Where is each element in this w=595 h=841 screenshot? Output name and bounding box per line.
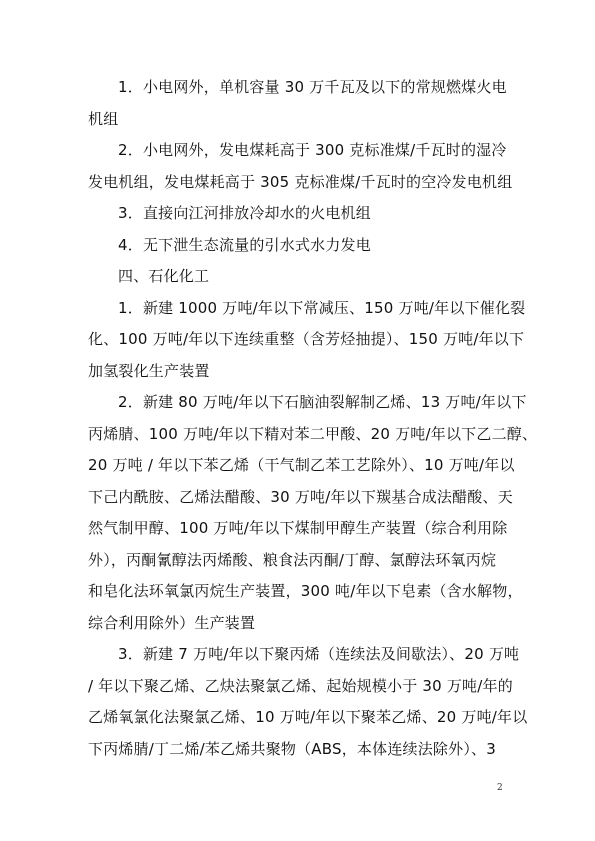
text-line: 1．新建 1000 万吨/年以下常减压、150 万吨/年以下催化裂 (118, 298, 526, 317)
text-line: 1．小电网外，单机容量 30 万千瓦及以下的常规燃煤火电 (118, 78, 507, 96)
text-line: 丙烯腈、100 万吨/年以下精对苯二甲酸、20 万吨/年以下乙二醇、 (88, 424, 538, 443)
text-line: 2．小电网外，发电煤耗高于 300 克标准煤/千瓦时的湿冷 (118, 141, 507, 159)
paragraph (88, 293, 526, 388)
text-line: 2．新建 80 万吨/年以下石脑油裂解制乙烯、13 万吨/年以下 (118, 393, 527, 411)
paragraph (88, 198, 520, 230)
text-line: 20 万吨 / 年以下苯乙烯（干气制乙苯工艺除外）、10 万吨/年以 (88, 456, 515, 474)
text-line: 乙烯氧氯化法聚氯乙烯、10 万吨/年以下聚苯乙烯、20 万吨/年以 (88, 708, 528, 726)
text-line: 加氢裂化生产装置 (88, 361, 210, 380)
paragraph (88, 261, 520, 293)
text-line: 化、100 万吨/年以下连续重整（含芳烃抽提）、150 万吨/年以下 (88, 330, 525, 348)
paragraph (88, 387, 538, 639)
text-line: 机组 (88, 109, 119, 128)
text-line: 下丙烯腈/丁二烯/苯乙烯共聚物（ABS，本体连续法除外）、3 (88, 739, 496, 758)
page-number: 2 (497, 783, 503, 793)
text-line: 和皂化法环氧氯丙烷生产装置，300 吨/年以下皂素（含水解物， (88, 582, 523, 600)
text-line: / 年以下聚乙烯、乙炔法聚氯乙烯、起始规模小于 30 万吨/年的 (88, 676, 513, 695)
text-line: 然气制甲醇、100 万吨/年以下煤制甲醇生产装置（综合利用除 (88, 519, 508, 537)
document-body (88, 72, 538, 765)
text-line: 3．新建 7 万吨/年以下聚丙烯（连续法及间歇法）、20 万吨 (118, 645, 520, 663)
text-line: 发电机组，发电煤耗高于 305 克标准煤/千瓦时的空冷发电机组 (88, 172, 513, 191)
text-line: 3．直接向江河排放冷却水的火电机组 (118, 204, 371, 222)
text-line: 四、石化化工 (118, 267, 210, 285)
paragraph (88, 72, 520, 135)
text-line: 下己内酰胺、乙烯法醋酸、30 万吨/年以下羰基合成法醋酸、天 (88, 487, 513, 506)
text-line: 4．无下泄生态流量的引水式水力发电 (118, 235, 371, 254)
paragraph (88, 639, 528, 765)
paragraph (88, 230, 520, 262)
text-line: 综合利用除外）生产装置 (88, 613, 256, 632)
paragraph (88, 135, 520, 198)
text-line: 外），丙酮氰醇法丙烯酸、粮食法丙酮/丁醇、氯醇法环氧丙烷 (88, 550, 497, 569)
